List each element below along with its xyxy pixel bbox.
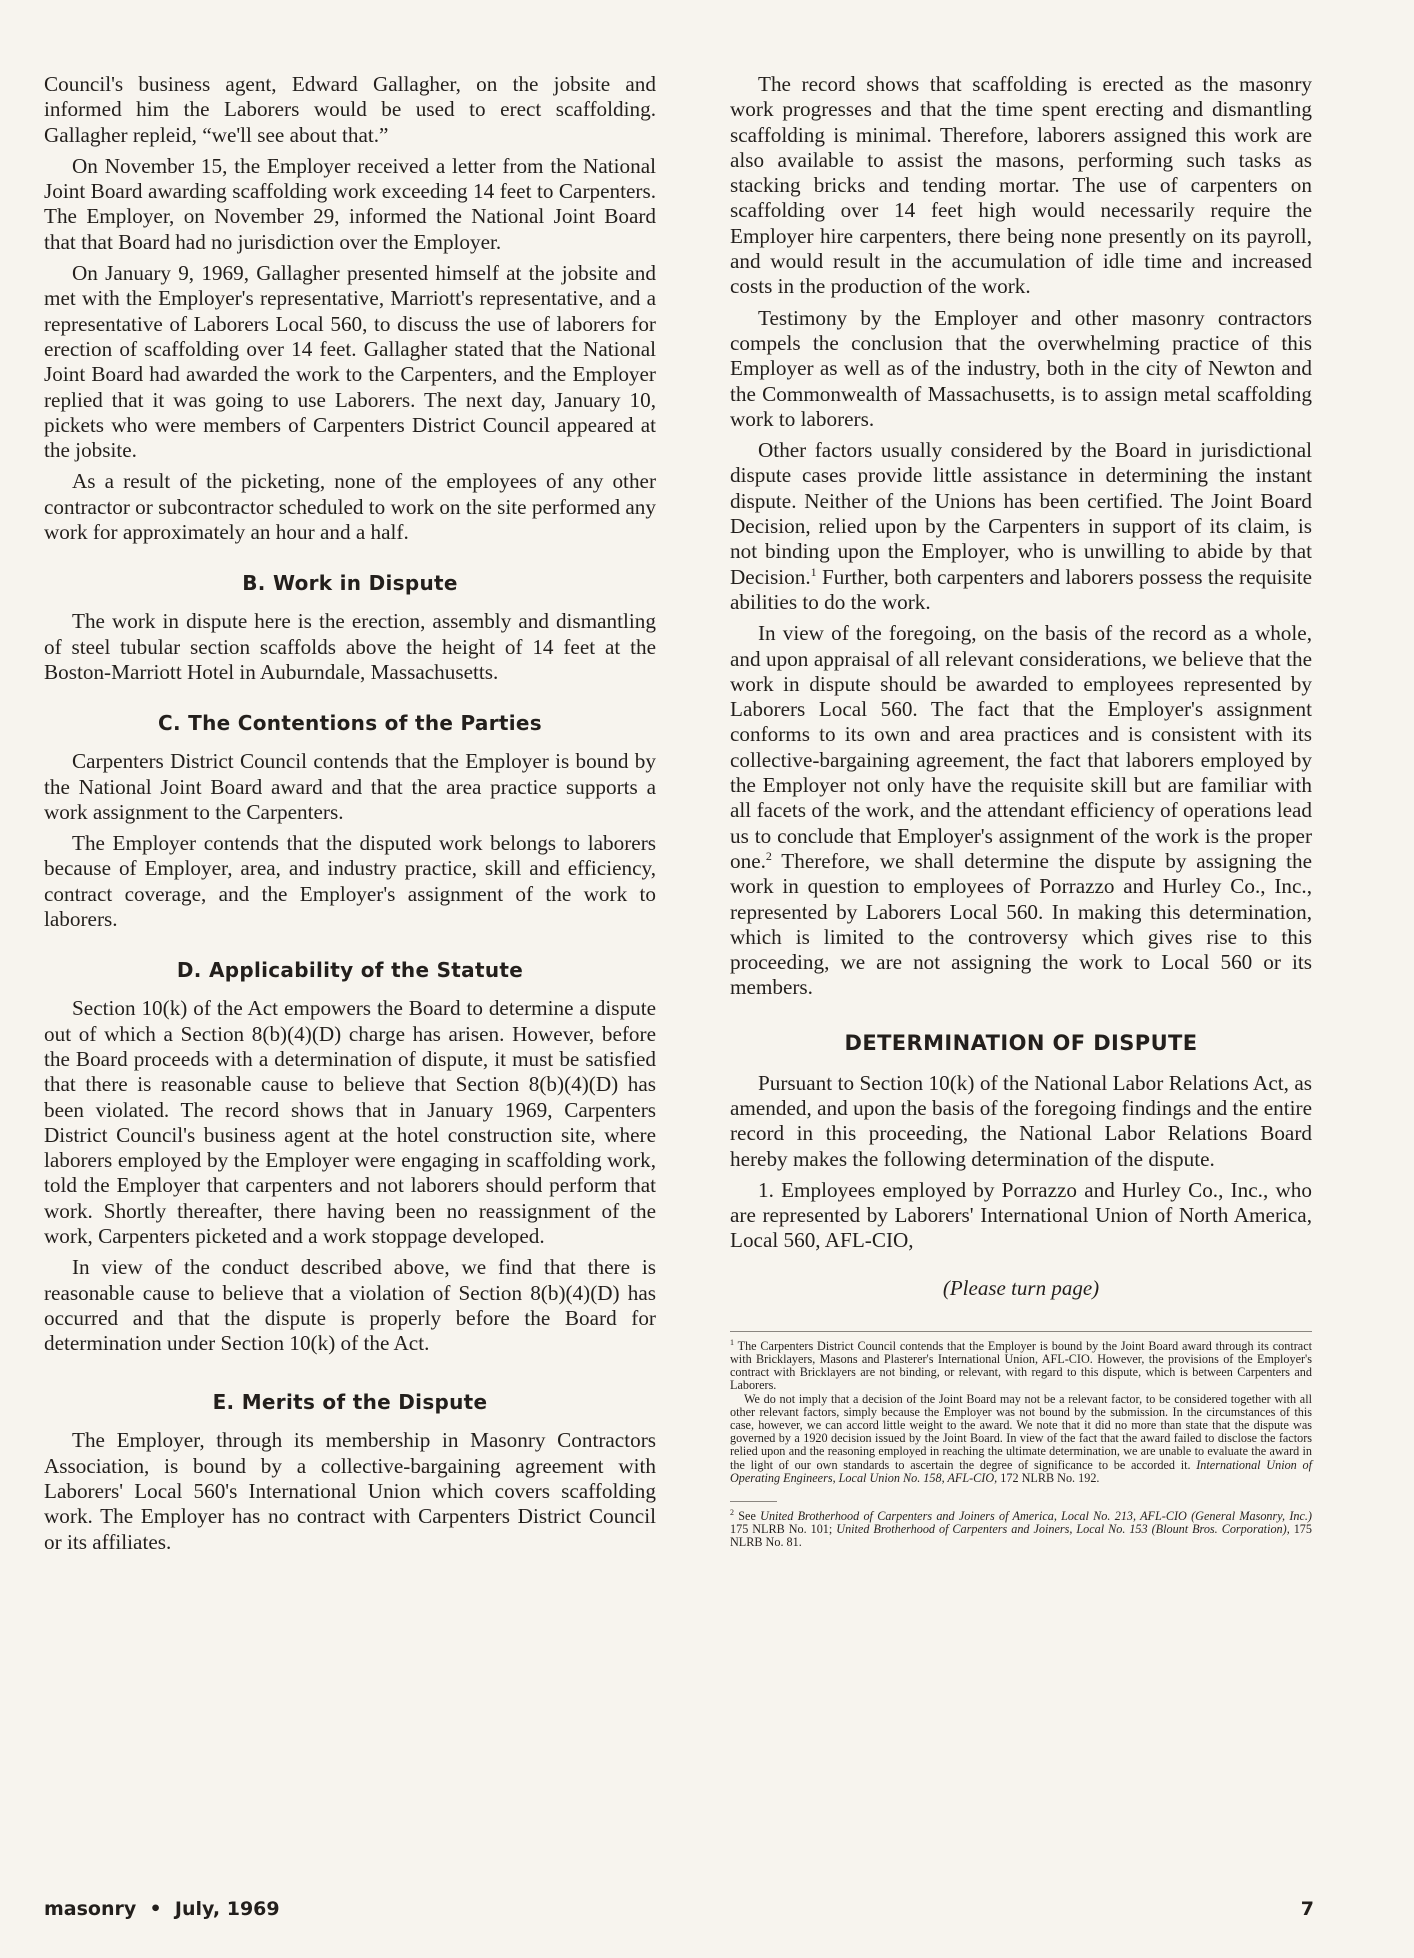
paragraph: Council's business agent, Edward Gallagher, on the jobsite and informed him the Laborers would be used to erect scaffolding. Gallagher repleid, “we'll see about that.”	[44, 72, 656, 147]
page-number: 7	[1300, 1898, 1314, 1920]
paragraph: The work in dispute here is the erection, assembly and dismantling of steel tubular section scaffolds above the height of 14 feet at the Boston-Marriott Hotel in Auburndale, Massachusetts.	[44, 609, 656, 684]
left-column	[44, 72, 656, 1561]
text: The Carpenters District Council contends that the Employer is bound by the Joint Board award through its contract with Bricklayers, Masons and Plasterer's International Union, AFL-CIO. However, the provisions of the Employer's contract with Bricklayers are not binding, or relevant, with regard to this dispute, which is between Carpenters and Laborers.	[730, 1338, 1312, 1393]
footnote-text	[730, 1507, 1312, 1550]
text: 172 NLRB No. 192.	[997, 1470, 1100, 1485]
text: See	[734, 1509, 761, 1523]
paragraph: As a result of the picketing, none of the employees of any other contractor or subcontractor scheduled to work on the site performed any work for approximately an hour and a half.	[44, 469, 656, 545]
footnote-1	[730, 1337, 1312, 1485]
footnote-text	[730, 1337, 1312, 1393]
paragraph: The record shows that scaffolding is erected as the masonry work progresses and that the time spent erecting and dismantling scaffolding is minimal. Therefore, laborers assigned this work are also available to assist the masons, performing such tasks as stacking bricks and tending mortar. The use of carpenters on scaffolding over 14 feet high would necessarily require the Employer hire carpenters, there being none presently on its payroll, and would result in the accumulation of idle time and increased costs in the production of the work.	[730, 72, 1312, 299]
bullet: •	[149, 1898, 162, 1920]
footnote-ref: 1	[810, 564, 817, 579]
citation: United Brotherhood of Carpenters and Joiners of America, Local No. 213, AFL-CIO (General Masonry, Inc.)	[760, 1509, 1312, 1523]
paragraph	[730, 621, 1312, 1000]
footnote-mark: 1	[730, 1337, 734, 1347]
footnote-divider	[730, 1501, 777, 1502]
footnote-text	[730, 1393, 1312, 1485]
paragraph: Pursuant to Section 10(k) of the National Labor Relations Act, as amended, and upon the basis of the foregoing findings and the entire record in this proceeding, the National Labor Relations Board hereby makes the following determination of the dispute.	[730, 1070, 1312, 1171]
text: Other factors usually considered by the Board in jurisdictional dispute cases provide little assistance in determining the instant dispute. Neither of the Unions has been certified. The Joint Board Decision, relied upon by the Carpenters in support of its claim, is not binding upon the Employer, who is unwilling to abide by that Decision.	[730, 438, 1312, 589]
footnote-ref: 2	[765, 848, 772, 863]
publication-name: masonry	[44, 1898, 137, 1920]
text: 175 NLRB No. 81.	[730, 1522, 1312, 1550]
section-heading-c: C. The Contentions of the Parties	[158, 711, 542, 736]
text: In view of the foregoing, on the basis of the record as a whole, and upon appraisal of all relevant considerations, we believe that the work in dispute should be awarded to employees represented by Laborers Local 560. The fact that the Employer's assignment conforms to its own and area practices and is consistent with its collective-bargaining agreement, the fact that laborers employed by the Employer not only have the requisite skill but are familiar with all facets of the work, and the attendant efficiency of operations lead us to conclude that Employer's assignment of the work is the proper one.	[730, 621, 1312, 873]
footnote-mark: 2	[730, 1507, 734, 1517]
paragraph: 1. Employees employed by Porrazzo and Hurley Co., Inc., who are represented by Laborers' International Union of North America, Local 560, AFL-CIO,	[730, 1177, 1312, 1253]
publication-footer	[44, 1898, 280, 1920]
right-column	[730, 72, 1312, 1566]
turn-page-note: (Please turn page)	[942, 1275, 1100, 1300]
paragraph: Section 10(k) of the Act empowers the Board to determine a dispute out of which a Section 8(b)(4)(D) charge has arisen. However, before the Board proceeds with a determination of dispute, it must be satisfied that there is reasonable cause to believe that Section 8(b)(4)(D) has been violated. The record shows that in January 1969, Carpenters District Council's business agent at the hotel construction site, where laborers employed by the Employer were engaging in scaffolding work, told the Employer that carpenters and not laborers should perform that work. Shortly thereafter, there having been no reassignment of the work, Carpenters picketed and a work stoppage developed.	[44, 996, 656, 1248]
paragraph: Carpenters District Council contends that the Employer is bound by the National Joint Board award and that the area practice supports a work assignment to the Carpenters.	[44, 749, 656, 824]
paragraph: Testimony by the Employer and other masonry contractors compels the conclusion that the overwhelming practice of this Employer as well as of the industry, both in the city of Newton and the Commonwealth of Massachusetts, is to assign metal scaffolding work to laborers.	[730, 305, 1312, 431]
section-heading-d: D. Applicability of the Statute	[176, 958, 524, 983]
section-heading-b: B. Work in Dispute	[242, 571, 458, 596]
paragraph: The Employer contends that the disputed work belongs to laborers because of Employer, area, and industry practice, skill and efficiency, contract coverage, and the Employer's assignment of the work to laborers.	[44, 831, 656, 932]
text: Therefore, we shall determine the dispute by assigning the work in question to employees of Porrazzo and Hurley Co., Inc., represented by Laborers Local 560. In making this determination, which is limited to the controversy which gives rise to this proceeding, we are not assigning the work to Local 560 or its members.	[730, 848, 1312, 1000]
paragraph: On January 9, 1969, Gallagher presented himself at the jobsite and met with the Employer's representative, Marriott's representative, and a representative of Laborers Local 560, to discuss the use of laborers for erection of scaffolding over 14 feet. Gallagher stated that the National Joint Board had awarded the work to the Carpenters, and the Employer replied that it was going to use Laborers. The next day, January 10, pickets who were members of Carpenters District Council appeared at the jobsite.	[44, 261, 656, 463]
paragraph	[730, 438, 1312, 615]
footnote-divider	[730, 1331, 1312, 1332]
text: Further, both carpenters and laborers possess the requisite abilities to do the work.	[730, 564, 1312, 614]
paragraph: On November 15, the Employer received a letter from the National Joint Board awarding scaffolding work exceeding 14 feet to Carpenters. The Employer, on November 29, informed the National Joint Board that that Board had no jurisdiction over the Employer.	[44, 153, 656, 254]
section-heading-e: E. Merits of the Dispute	[212, 1390, 488, 1415]
text: We do not imply that a decision of the Joint Board may not be a relevant factor, to be considered together with all other relevant factors, simply because the Employer was not bound by the submission. In the circumstances of this case, however, we can accord little weight to the award. We note that it did no more than state that the dispute was governed by a 1920 decision issued by the Joint Board. In view of the fact that the award failed to disclose the factors relied upon and the reasoning employed in reaching the ultimate determination, we are unable to evaluate the award in the light of our own standards to ascertain the degree of significance to be accorded it.	[730, 1391, 1312, 1472]
issue-date: July, 1969	[174, 1898, 280, 1920]
determination-heading: DETERMINATION OF DISPUTE	[844, 1030, 1198, 1055]
footnote-2	[730, 1507, 1312, 1550]
paragraph: The Employer, through its membership in Masonry Contractors Association, is bound by a collective-bargaining agreement with Laborers' Local 560's International Union which covers scaffolding work. The Employer has no contract with Carpenters District Council or its affiliates.	[44, 1428, 656, 1554]
text: 175 NLRB No. 101;	[730, 1522, 837, 1537]
paragraph: In view of the conduct described above, we find that there is reasonable cause to believe that a violation of Section 8(b)(4)(D) has occurred and that the dispute is properly before the Board for determination under Section 10(k) of the Act.	[44, 1255, 656, 1356]
citation: United Brotherhood of Carpenters and Joiners, Local No. 153 (Blount Bros. Corporation),	[836, 1522, 1290, 1537]
citation: International Union of Operating Engineers, Local Union No. 158, AFL-CIO,	[730, 1457, 1312, 1485]
